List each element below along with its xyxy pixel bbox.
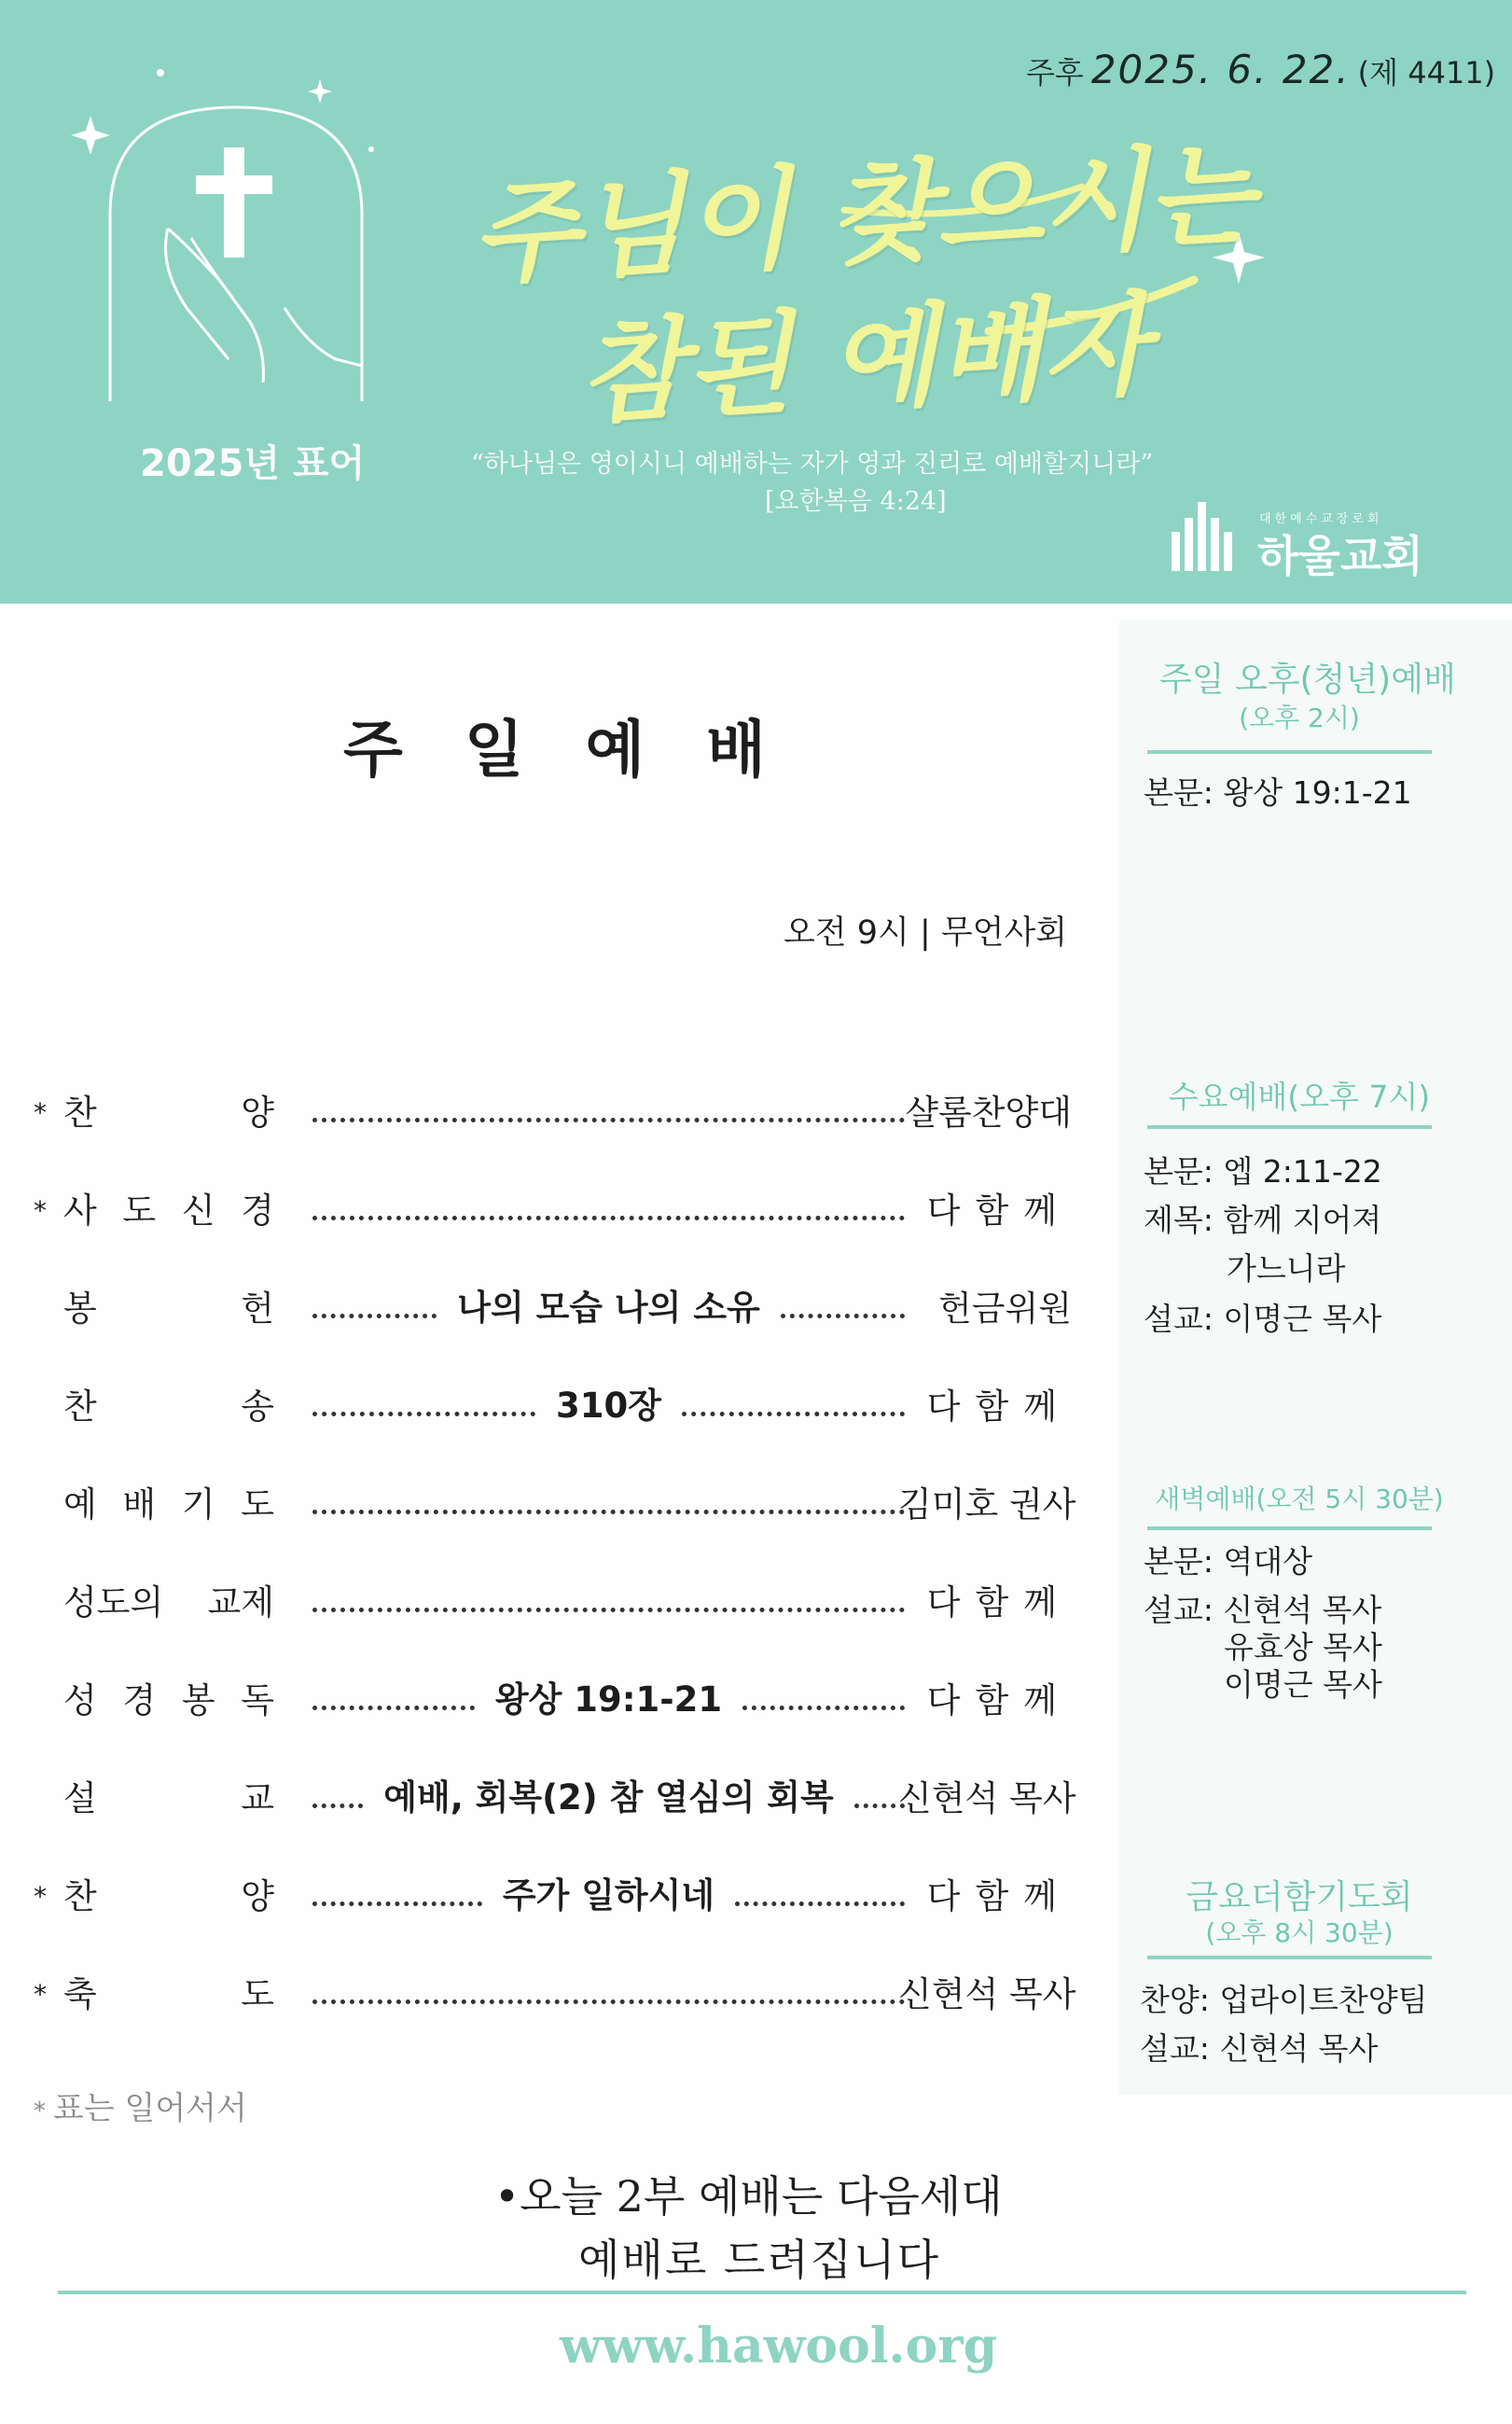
order-item-label-part: 찬 — [63, 1386, 97, 1427]
order-item-leader — [312, 1080, 905, 1136]
order-row — [0, 1276, 1091, 1332]
dot-leader — [312, 1292, 437, 1318]
order-item-person: 다함께 — [926, 1876, 1072, 1916]
order-row — [0, 1080, 1091, 1136]
order-row — [0, 1472, 1091, 1528]
dot-leader — [781, 1292, 905, 1318]
order-item-label-part: 교제 — [207, 1582, 274, 1623]
order-item-person: 신현석 목사 — [898, 1974, 1076, 2014]
order-item-label — [63, 1476, 274, 1526]
order-item-label-part: 찬 — [63, 1093, 97, 1133]
order-item-label — [63, 1672, 274, 1722]
friday-service-time: (오후 8시 30분) — [1205, 1917, 1394, 1948]
standing-marker: * — [34, 1195, 47, 1226]
order-item-label-part: 교 — [241, 1778, 274, 1818]
order-item-label-part: 헌 — [241, 1289, 274, 1329]
notice-line2: 예배로 드려집니다 — [578, 2235, 941, 2285]
order-item-person: 헌금위원 — [938, 1289, 1072, 1329]
order-item-label — [63, 1084, 274, 1135]
cross-icon — [224, 147, 244, 258]
banner-title-line1: 주님이 찾으시는 — [468, 129, 1257, 300]
order-item-label-part: 기 — [181, 1484, 215, 1525]
order-item-label-part: 도 — [241, 1484, 274, 1525]
order-item-person: 김미호 권사 — [898, 1484, 1076, 1525]
standing-marker: * — [34, 1979, 47, 2010]
order-item-leader — [312, 1766, 905, 1822]
order-item-label-part: 송 — [241, 1386, 274, 1427]
verse-reference: [요한복음 4:24] — [765, 487, 947, 516]
dawn-service-title: 새벽예배(오전 5시 30분) — [1155, 1484, 1444, 1514]
dot-leader — [735, 1880, 905, 1906]
order-item-label — [63, 1770, 274, 1820]
dot-leader — [312, 1782, 363, 1808]
order-item-content: 310장 — [556, 1386, 661, 1426]
order-item-label-part: 성 — [63, 1680, 97, 1720]
notice-line1: •오늘 2부 예배는 다음세대 — [494, 2171, 1003, 2222]
order-item-person: 다함께 — [926, 1582, 1072, 1623]
footnote-star: * — [34, 2097, 46, 2125]
website-link[interactable]: www.hawool.org — [560, 2318, 998, 2375]
order-row — [0, 1570, 1091, 1626]
standing-marker: * — [34, 1097, 47, 1128]
youth-service-time: (오후 2시) — [1239, 703, 1360, 733]
banner-title-line2: 참된 예배자 — [576, 279, 1152, 439]
dot-leader — [312, 1880, 482, 1906]
year-motto: 2025년 표어 — [140, 442, 366, 485]
dot-leader — [312, 1684, 475, 1710]
youth-service-title: 주일 오후(청년)예배 — [1159, 661, 1456, 699]
dawn-text: 본문: 역대상 — [1144, 1543, 1312, 1580]
order-row — [0, 1374, 1091, 1430]
wednesday-divider — [1147, 1125, 1432, 1129]
friday-divider — [1147, 1956, 1432, 1959]
order-row — [0, 1766, 1091, 1822]
order-item-label-part: 도 — [241, 1974, 274, 2014]
footnote — [34, 2083, 247, 2128]
order-item-label-part: 찬 — [63, 1876, 97, 1916]
order-item-label-part: 축 — [63, 1974, 97, 2014]
order-item-content: 왕상 19:1-21 — [494, 1679, 723, 1720]
dawn-preacher-2: 유효상 목사 — [1224, 1629, 1382, 1665]
order-item-label-part: 도 — [122, 1191, 157, 1231]
church-logo-icon — [1172, 502, 1232, 571]
dot-leader — [312, 1488, 905, 1514]
order-item-label — [63, 1280, 274, 1330]
dot-leader — [312, 1096, 905, 1122]
dot-leader — [312, 1194, 905, 1220]
order-item-person: 다함께 — [926, 1191, 1072, 1231]
dot-leader — [312, 1586, 905, 1612]
footer-divider — [58, 2291, 1466, 2294]
wednesday-preacher: 설교: 이명근 목사 — [1144, 1301, 1382, 1337]
dot-leader — [312, 1390, 535, 1416]
order-item-person: 신현석 목사 — [898, 1778, 1076, 1818]
praying-hands-icon — [166, 229, 363, 383]
standing-marker: * — [34, 1881, 47, 1912]
order-item-leader — [312, 1962, 905, 2018]
order-item-label-part: 경 — [241, 1191, 274, 1231]
order-item-content: 예배, 회복(2) 참 열심의 회복 — [383, 1777, 834, 1818]
order-item-label-part: 예 — [63, 1484, 97, 1525]
date-prefix: 주후 — [1026, 55, 1084, 91]
order-item-content: 나의 모습 나의 소유 — [457, 1288, 760, 1328]
order-item-label-part: 성도의 — [63, 1582, 164, 1623]
friday-service-title: 금요더함기도회 — [1186, 1878, 1413, 1916]
issue-number: (제 4411) — [1357, 55, 1496, 91]
church-name: 하울교회 — [1257, 531, 1423, 581]
dawn-preacher-3: 이명근 목사 — [1224, 1666, 1382, 1703]
order-item-leader — [312, 1668, 905, 1724]
order-row — [0, 1864, 1091, 1920]
friday-praise: 찬양: 업라이트찬양팀 — [1140, 1982, 1428, 2018]
dot-leader — [682, 1390, 905, 1416]
order-item-label-part: 독 — [241, 1680, 274, 1720]
page-title: 주일예배 — [343, 714, 828, 786]
order-item-leader — [312, 1472, 905, 1528]
order-item-label-part: 봉 — [181, 1680, 215, 1720]
order-item-label-part: 양 — [241, 1093, 274, 1133]
order-item-label — [63, 1574, 274, 1624]
order-item-label-part: 봉 — [63, 1289, 97, 1329]
order-row — [0, 1962, 1091, 2018]
order-item-leader — [312, 1570, 905, 1626]
order-item-person: 샬롬찬양대 — [905, 1093, 1072, 1133]
dot-leader — [742, 1684, 905, 1710]
dawn-divider — [1147, 1526, 1432, 1530]
order-item-leader — [312, 1864, 905, 1920]
order-item-label-part: 사 — [63, 1191, 97, 1231]
order-item-person: 다함께 — [926, 1680, 1072, 1720]
friday-preacher: 설교: 신현석 목사 — [1140, 2030, 1379, 2067]
order-item-leader — [312, 1374, 905, 1430]
wednesday-sermon-title-cont: 가느니라 — [1227, 1250, 1346, 1287]
wednesday-service-title: 수요예배(오후 7시) — [1168, 1079, 1431, 1115]
motto-verse: “하나님은 영이시니 예배하는 자가 영과 진리로 예배할지니라” — [471, 450, 1154, 479]
order-row — [0, 1668, 1091, 1724]
order-item-label-part: 설 — [63, 1778, 97, 1818]
dawn-preacher-1: 설교: 신현석 목사 — [1144, 1592, 1382, 1628]
service-time: 오전 9시 | 무언사회 — [784, 914, 1068, 952]
order-item-label — [63, 1966, 274, 2016]
date-line — [1026, 47, 1495, 92]
order-item-label — [63, 1378, 274, 1428]
order-item-content: 주가 일하시네 — [502, 1875, 715, 1916]
youth-text: 본문: 왕상 19:1-21 — [1144, 774, 1412, 811]
order-item-label-part: 신 — [181, 1191, 215, 1231]
order-item-label-part: 양 — [241, 1876, 274, 1916]
order-item-leader — [312, 1276, 905, 1332]
order-item-label — [63, 1182, 274, 1233]
order-item-label-part: 경 — [122, 1680, 157, 1720]
dot-leader — [312, 1978, 905, 2004]
youth-divider — [1147, 750, 1432, 754]
dot-leader — [854, 1782, 905, 1808]
date: 2025. 6. 22. — [1090, 47, 1351, 92]
denomination: 대한예수교장로회 — [1259, 512, 1383, 526]
order-item-label-part: 배 — [122, 1484, 157, 1525]
order-item-label — [63, 1868, 274, 1918]
wednesday-text: 본문: 엡 2:11-22 — [1144, 1153, 1382, 1190]
header-banner — [0, 0, 1512, 604]
order-item-person: 다함께 — [926, 1386, 1072, 1427]
order-row — [0, 1178, 1091, 1234]
wednesday-sermon-title: 제목: 함께 지어져 — [1144, 1202, 1382, 1238]
order-item-leader — [312, 1178, 905, 1234]
footnote-text: 표는 일어서서 — [53, 2090, 247, 2127]
